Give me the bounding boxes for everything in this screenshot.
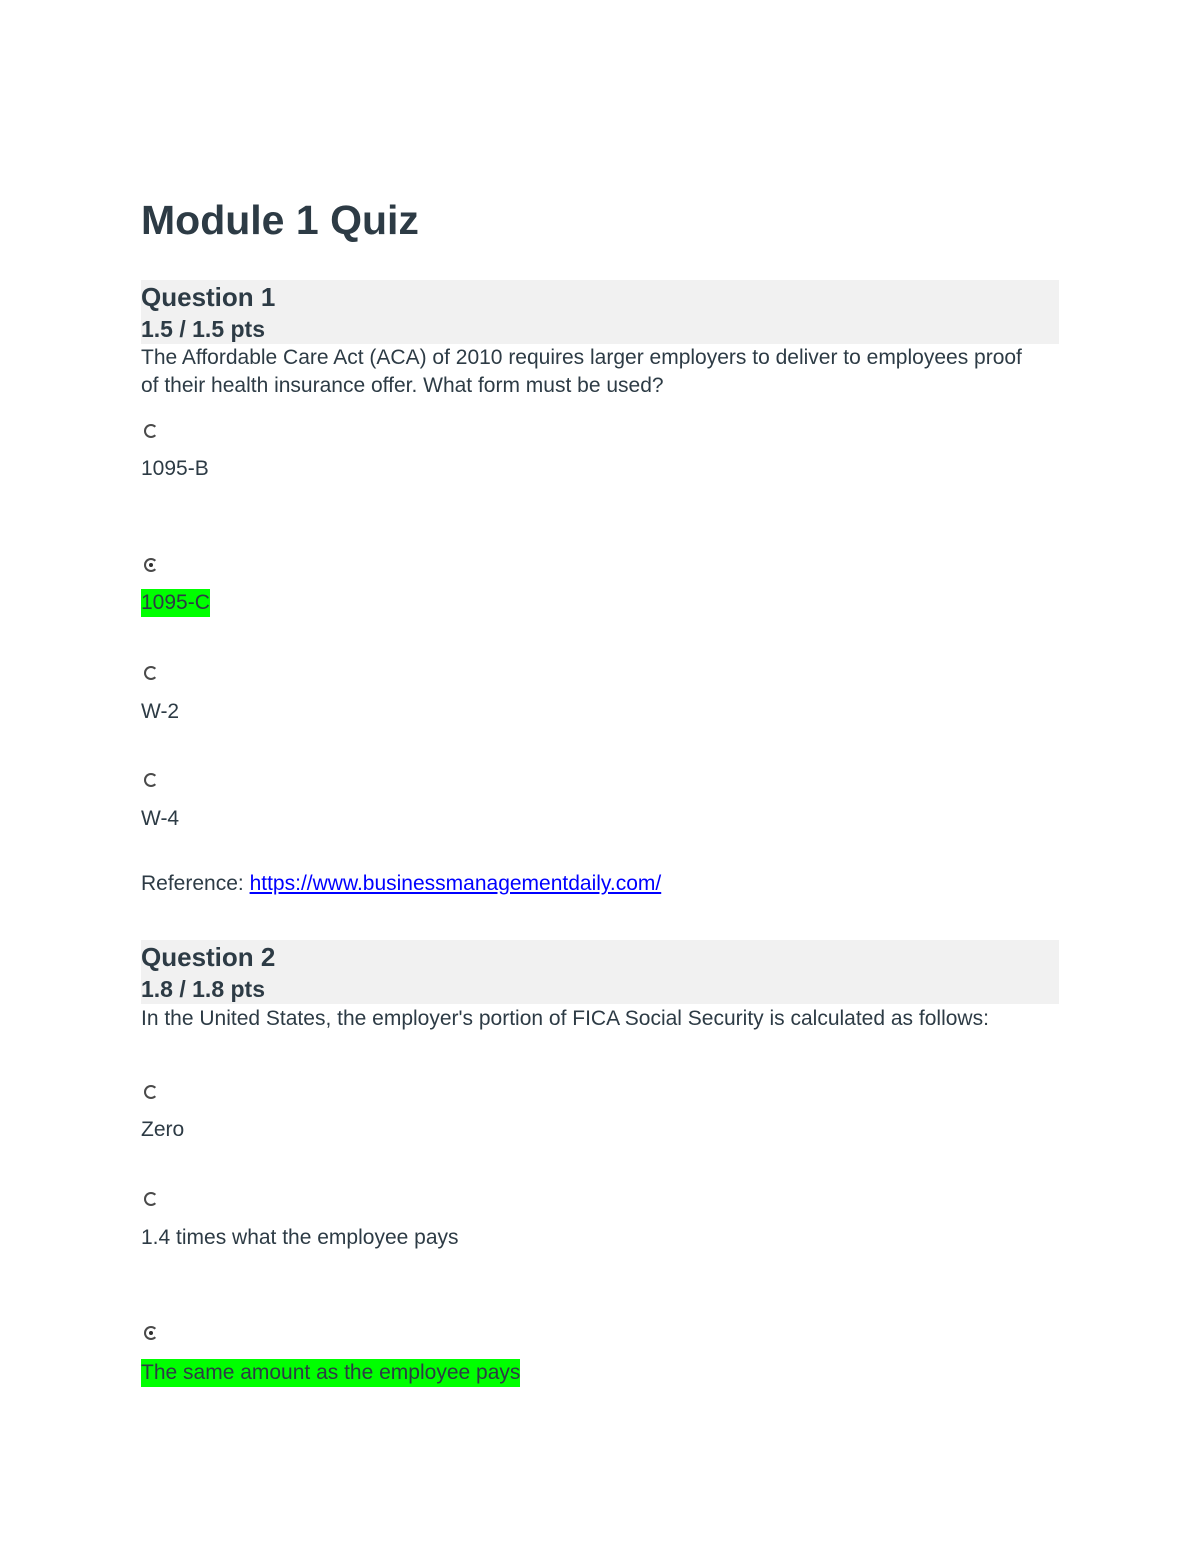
question-1-option-3-radio[interactable] <box>144 666 158 680</box>
question-2-option-2-radio[interactable] <box>144 1192 158 1206</box>
question-1-option-4-label: W-4 <box>141 807 180 830</box>
question-1-option-1-radio[interactable] <box>144 424 158 438</box>
question-1-text: The Affordable Care Act (ACA) of 2010 requires larger employers to deliver to employees proof of their health insurance offer. What form must be used? <box>141 346 1022 397</box>
question-2-option-3-label: The same amount as the employee pays <box>141 1359 520 1387</box>
question-1-option-4-radio[interactable] <box>144 773 158 787</box>
question-2-option-1-radio[interactable] <box>144 1085 158 1099</box>
question-2-header <box>141 940 1059 1004</box>
page-title: Module 1 Quiz <box>141 197 419 243</box>
question-1-reference <box>141 870 661 898</box>
question-1-option-3-label: W-2 <box>141 700 180 723</box>
reference-link[interactable]: https://www.businessmanagementdaily.com/ <box>249 872 662 895</box>
question-2-title: Question 2 <box>141 942 276 972</box>
question-1-option-2-label: 1095-C <box>141 589 210 617</box>
question-2-option-3-radio[interactable] <box>144 1326 158 1340</box>
reference-label: Reference: <box>141 872 244 895</box>
question-2-option-1-label: Zero <box>141 1118 185 1141</box>
question-1-option-1-label: 1095-B <box>141 457 209 480</box>
question-1-points: 1.5 / 1.5 pts <box>141 316 266 342</box>
question-2-option-2-label: 1.4 times what the employee pays <box>141 1226 459 1249</box>
question-1-title: Question 1 <box>141 282 276 312</box>
question-2-text: In the United States, the employer's portion of FICA Social Security is calculated as follows: <box>141 1007 989 1030</box>
question-1-header <box>141 280 1059 344</box>
question-2-points: 1.8 / 1.8 pts <box>141 976 266 1002</box>
question-1-option-2-radio[interactable] <box>144 558 158 572</box>
